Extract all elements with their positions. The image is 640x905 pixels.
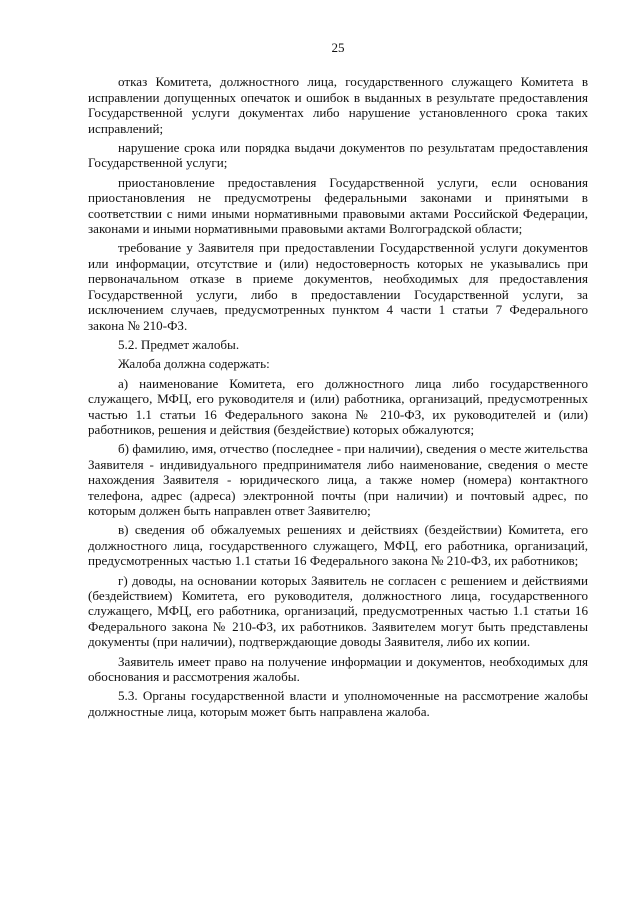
list-item: а) наименование Комитета, его должностного лица либо государственного служащего, МФЦ, его руководителя и (или) работника, организаций, предусмотренных частью 1.1 статьи 16 Федерального закона № 210-ФЗ, их руководителей и (или) работников, решения и действия (бездействие) которых обжалуются;	[88, 375, 588, 437]
list-item: г) доводы, на основании которых Заявитель не согласен с решением и действиями (бездействием) Комитета, его руководителя, должностного лица, государственного служащего, МФЦ, его работника, организаций, предусмотренных частью 1.1 статьи 16 Федерального закона № 210-ФЗ, их работников. Заявителем могут быть представлены документы (при наличии), подтверждающие доводы Заявителя, либо их копии.	[88, 572, 588, 650]
list-item: б) фамилию, имя, отчество (последнее - при наличии), сведения о месте жительства Заявителя - индивидуального предпринимателя либо наименование, сведения о месте нахождения Заявителя - юридического лица, а также номер (номера) контактного телефона, адрес (адреса) электронной почты (при наличии) и почтовый адрес, по которым должен быть направлен ответ Заявителю;	[88, 441, 588, 518]
document-body	[88, 74, 588, 719]
page-number: 25	[331, 40, 345, 55]
section-heading: 5.3. Органы государственной власти и уполномоченные на рассмотрение жалобы должностные лица, которым может быть направлена жалоба.	[88, 688, 588, 719]
paragraph: отказ Комитета, должностного лица, государственного служащего Комитета в исправлении допущенных опечаток и ошибок в выданных в результате предоставления Государственной услуги документах либо нарушение установленного срока таких исправлений;	[88, 74, 588, 136]
paragraph: Заявитель имеет право на получение информации и документов, необходимых для обоснования и рассмотрения жалобы.	[88, 653, 588, 685]
section-heading: 5.2. Предмет жалобы.	[118, 336, 240, 352]
paragraph: нарушение срока или порядка выдачи документов по результатам предоставления Государственной услуги;	[88, 140, 588, 171]
paragraph: приостановление предоставления Государственной услуги, если основания приостановления не предусмотрены федеральными законами и принятыми в соответствии с ними иными нормативными правовыми актами Российской Федерации, законами и иными нормативными правовыми актами Волгоградской области;	[88, 174, 588, 237]
paragraph: требование у Заявителя при предоставлении Государственной услуги документов или информации, отсутствие и (или) недостоверность которых не указывались при первоначальном отказе в приеме документов, необходимых для предоставления Государственной услуги, либо в предоставлении Государственной услуги, за исключением случаев, предусмотренных пунктом 4 части 1 статьи 7 Федерального закона № 210-ФЗ.	[88, 240, 588, 333]
list-item: в) сведения об обжалуемых решениях и действиях (бездействии) Комитета, его должностного лица, государственного служащего, МФЦ, его работника, организаций, предусмотренных частью 1.1 статьи 16 Федерального закона № 210-ФЗ, их работников;	[88, 522, 588, 569]
paragraph: Жалоба должна содержать:	[118, 356, 270, 372]
